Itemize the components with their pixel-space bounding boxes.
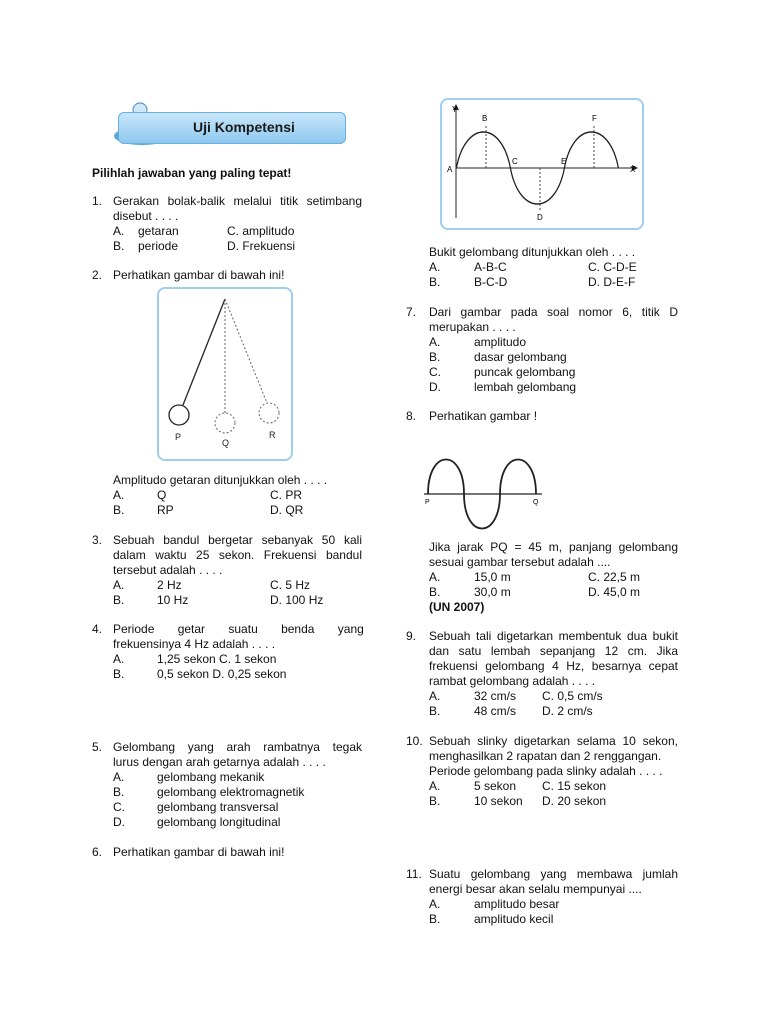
q2-option-d: D. QR	[270, 503, 304, 517]
q7-option-d: lembah gelombang	[474, 380, 577, 394]
wave-label-c: C	[512, 157, 518, 166]
q1-a-label: A.	[113, 224, 125, 238]
wave-pq-label-q: Q	[533, 499, 539, 506]
q1-line1: Gerakan bolak-balik melalui titik setimbang	[113, 194, 362, 208]
q8-b-label: B.	[429, 585, 441, 599]
q1-option-a: getaran	[138, 224, 179, 238]
q5-line2: lurus dengan arah getarnya adalah . . . .	[113, 755, 326, 769]
q10-number: 10.	[406, 734, 423, 748]
q4-option-a: 1,25 sekon C. 1 sekon	[157, 652, 277, 666]
wave-label-f: F	[592, 114, 597, 123]
q8-option-a: 15,0 m	[474, 570, 511, 584]
q7-b-label: B.	[429, 350, 441, 364]
q3-line1: Sebuah bandul bergetar sebanyak 50 kali	[113, 533, 362, 547]
q5-option-a: gelombang mekanik	[157, 770, 265, 784]
q6-option-b: B-C-D	[474, 275, 508, 289]
q3-line3: tersebut adalah . . . .	[113, 563, 223, 577]
q9-number: 9.	[406, 629, 417, 643]
wave-label-x: X	[630, 165, 636, 174]
q5-number: 5.	[92, 740, 103, 754]
q7-a-label: A.	[429, 335, 441, 349]
wave-label-e: E	[561, 157, 567, 166]
q8-option-c: C. 22,5 m	[588, 570, 641, 584]
q9-option-b: 48 cm/s	[474, 704, 517, 718]
q8-text: Perhatikan gambar !	[429, 409, 538, 423]
q10-line2: menghasilkan 2 rapatan dan 2 renggangan.	[429, 749, 662, 763]
wave-figure	[440, 98, 644, 230]
wave-pq-figure	[420, 452, 550, 534]
q10-option-d: D. 20 sekon	[542, 794, 607, 808]
q2-option-b: RP	[157, 503, 174, 517]
q1-b-label: B.	[113, 239, 125, 253]
q10-option-a: 5 sekon	[474, 779, 517, 793]
q7-line2: merupakan . . . .	[429, 320, 516, 334]
wave-pq-label-p: P	[425, 499, 430, 506]
q8-line2: sesuai gambar tersebut adalah ....	[429, 555, 611, 569]
pendulum-label-r: R	[269, 430, 276, 440]
q3-option-b: 10 Hz	[157, 593, 189, 607]
q7-option-a: amplitudo	[474, 335, 527, 349]
q10-line1: Sebuah slinky digetarkan selama 10 sekon,	[429, 734, 678, 748]
q2-stem: Amplitudo getaran ditunjukkan oleh . . . .	[113, 473, 328, 487]
wave-label-b: B	[482, 114, 488, 123]
wave-label-d: D	[537, 213, 543, 222]
q2-option-c: C. PR	[270, 488, 303, 502]
q1-line2: disebut . . . .	[113, 209, 179, 223]
q3-option-a: 2 Hz	[157, 578, 182, 592]
q4-b-label: B.	[113, 667, 125, 681]
q2-text: Perhatikan gambar di bawah ini!	[113, 268, 285, 282]
q10-option-c: C. 15 sekon	[542, 779, 607, 793]
q10-option-b: 10 sekon	[474, 794, 523, 808]
q7-line1: Dari gambar pada soal nomor 6, titik D	[429, 305, 678, 319]
q11-number: 11.	[406, 867, 422, 881]
q9-b-label: B.	[429, 704, 441, 718]
q2-b-label: B.	[113, 503, 125, 517]
q4-option-b: 0,5 sekon D. 0,25 sekon	[157, 667, 287, 681]
wave-label-a: A	[447, 165, 453, 174]
q3-number: 3.	[92, 533, 103, 547]
q9-line1: Sebuah tali digetarkan membentuk dua bukit	[429, 629, 678, 643]
q6-a-label: A.	[429, 260, 441, 274]
q5-line1: Gelombang yang arah rambatnya tegak	[113, 740, 362, 754]
q2-number: 2.	[92, 268, 103, 282]
q4-a-label: A.	[113, 652, 125, 666]
q6-text: Perhatikan gambar di bawah ini!	[113, 845, 285, 859]
q7-option-b: dasar gelombang	[474, 350, 567, 364]
q5-option-b: gelombang elektromagnetik	[157, 785, 305, 799]
q3-a-label: A.	[113, 578, 125, 592]
q10-line3: Periode gelombang pada slinky adalah . . . .	[429, 764, 663, 778]
q3-option-d: D. 100 Hz	[270, 593, 324, 607]
q5-c-label: C.	[113, 800, 125, 814]
q9-option-d: D. 2 cm/s	[542, 704, 593, 718]
q9-line4: rambat gelombang adalah . . . .	[429, 674, 596, 688]
q8-number: 8.	[406, 409, 417, 423]
q9-line3: frekuensi gelombang 4 Hz, besarnya cepat	[429, 659, 678, 673]
q11-a-label: A.	[429, 897, 441, 911]
q1-number: 1.	[92, 194, 103, 208]
q5-a-label: A.	[113, 770, 125, 784]
banner-title: Uji Kompetensi	[193, 119, 295, 135]
q9-a-label: A.	[429, 689, 441, 703]
q8-line1: Jika jarak PQ = 45 m, panjang gelombang	[429, 540, 678, 554]
q9-option-c: C. 0,5 cm/s	[542, 689, 603, 703]
q6-b-label: B.	[429, 275, 441, 289]
q1-option-c: C. amplitudo	[227, 224, 295, 238]
q11-option-a: amplitudo besar	[474, 897, 560, 911]
q2-option-a: Q	[157, 488, 167, 502]
q4-number: 4.	[92, 622, 103, 636]
wave-label-y: Y	[452, 105, 458, 114]
q1-option-b: periode	[138, 239, 179, 253]
q11-line1: Suatu gelombang yang membawa jumlah	[429, 867, 678, 881]
q8-option-b: 30,0 m	[474, 585, 511, 599]
q10-b-label: B.	[429, 794, 441, 808]
q8-a-label: A.	[429, 570, 441, 584]
q5-d-label: D.	[113, 815, 125, 829]
q8-option-d: D. 45,0 m	[588, 585, 641, 599]
q3-line2: dalam waktu 25 sekon. Frekuensi bandul	[113, 548, 362, 562]
q11-line2: energi besar akan selalu mempunyai ....	[429, 882, 642, 896]
q3-b-label: B.	[113, 593, 125, 607]
q10-a-label: A.	[429, 779, 441, 793]
q5-b-label: B.	[113, 785, 125, 799]
q3-option-c: C. 5 Hz	[270, 578, 311, 592]
q6-option-c: C. C-D-E	[588, 260, 637, 274]
q4-line1: Periode getar suatu benda yang	[113, 622, 364, 636]
q6-stem: Bukit gelombang ditunjukkan oleh . . . .	[429, 245, 636, 259]
instruction: Pilihlah jawaban yang paling tepat!	[92, 166, 292, 180]
q7-option-c: puncak gelombang	[474, 365, 576, 379]
q9-option-a: 32 cm/s	[474, 689, 517, 703]
pendulum-label-q: Q	[222, 438, 230, 448]
q4-line2: frekuensinya 4 Hz adalah . . . .	[113, 637, 276, 651]
q9-line2: dan satu lembah sepanjang 12 cm. Jika	[429, 644, 678, 658]
pendulum-figure	[157, 287, 293, 461]
q6-option-a: A-B-C	[474, 260, 507, 274]
pendulum-label-p: P	[175, 432, 182, 442]
q1-option-d: D. Frekuensi	[227, 239, 296, 253]
q11-b-label: B.	[429, 912, 441, 926]
q11-option-b: amplitudo kecil	[474, 912, 554, 926]
q5-option-c: gelombang transversal	[157, 800, 279, 814]
q7-d-label: D.	[429, 380, 441, 394]
q7-c-label: C.	[429, 365, 441, 379]
q2-a-label: A.	[113, 488, 125, 502]
q8-source: (UN 2007)	[429, 600, 485, 614]
q6-number: 6.	[92, 845, 103, 859]
q5-option-d: gelombang longitudinal	[157, 815, 281, 829]
q6-option-d: D. D-E-F	[588, 275, 636, 289]
q7-number: 7.	[406, 305, 417, 319]
banner	[118, 112, 346, 144]
